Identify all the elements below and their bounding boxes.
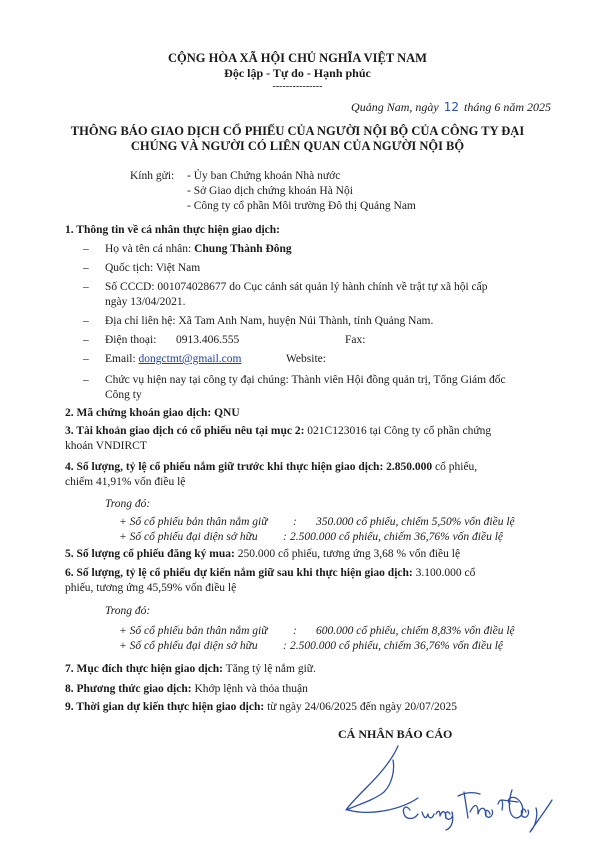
section4-in-which: Trong đó: bbox=[105, 498, 151, 510]
section8-line bbox=[65, 683, 308, 695]
section1-heading: 1. Thông tin về cá nhân thực hiện giao dịch: bbox=[65, 224, 281, 236]
section5-text: 250.000 cổ phiếu, tương ứng 3,68 % vốn điều lệ bbox=[234, 548, 461, 560]
section6-in-which: Trong đó: bbox=[105, 605, 151, 617]
section7-heading: 7. Mục đích thực hiện giao dịch: bbox=[65, 663, 224, 675]
dateline-day: 12 bbox=[443, 100, 459, 114]
holding-row-value: 350.000 cổ phiếu, chiếm 5,50% vốn điều lệ bbox=[316, 516, 515, 528]
bullet-dash: – bbox=[83, 315, 89, 327]
id-line2: ngày 13/04/2021. bbox=[105, 296, 186, 308]
position-line1: Chức vụ hiện nay tại công ty đại chúng: Thành viên Hội đồng quản trị, Tổng Giám đốc bbox=[105, 374, 506, 386]
email-link[interactable]: dongctmt@gmail.com bbox=[138, 353, 242, 365]
holding-row-label: + Số cổ phiếu đại diện sở hữu bbox=[119, 531, 258, 543]
recipient-item: - Ủy ban Chứng khoán Nhà nước bbox=[187, 170, 341, 182]
name-row bbox=[105, 243, 292, 255]
name-label: Họ và tên cá nhân: bbox=[105, 243, 195, 255]
bullet-dash: – bbox=[83, 353, 89, 365]
holding-row-colon: : bbox=[283, 531, 287, 543]
section3-text1: 021C123016 tại Công ty cổ phần chứng bbox=[304, 425, 492, 437]
section6-line1 bbox=[65, 567, 475, 579]
motto-divider: --------------- bbox=[272, 81, 323, 92]
nationality: Quốc tịch: Việt Nam bbox=[105, 262, 201, 274]
dateline bbox=[351, 100, 551, 115]
section4-text2: chiếm 41,91% vốn điều lệ bbox=[65, 476, 186, 488]
holding-row-colon: : bbox=[293, 625, 297, 637]
bullet-dash: – bbox=[83, 334, 89, 346]
recipient-item: - Công ty cổ phần Môi trường Đô thị Quảng Nam bbox=[187, 200, 416, 212]
fax-label: Fax: bbox=[345, 334, 366, 346]
section9-text: từ ngày 24/06/2025 đến ngày 20/07/2025 bbox=[264, 701, 457, 713]
signature-strokes bbox=[346, 746, 552, 832]
section3-line1 bbox=[65, 425, 491, 437]
holding-row-value: 600.000 cổ phiếu, chiếm 8,83% vốn điều lệ bbox=[316, 625, 515, 637]
national-title: CỘNG HÒA XÃ HỘI CHỦ NGHĨA VIỆT NAM bbox=[168, 51, 427, 65]
phone-value: 0913.406.555 bbox=[176, 334, 240, 346]
handwritten-signature bbox=[340, 740, 560, 835]
section7-text: Tăng tỷ lệ nắm giữ. bbox=[223, 663, 316, 675]
holding-row-colon: : bbox=[293, 516, 297, 528]
section3-heading: 3. Tài khoản giao dịch có cổ phiếu nêu tại mục 2: bbox=[65, 425, 305, 437]
section8-heading: 8. Phương thức giao dịch: bbox=[65, 683, 192, 695]
section6-text1: 3.100.000 cổ bbox=[412, 567, 476, 579]
address: Địa chỉ liên hệ: Xã Tam Anh Nam, huyện Núi Thành, tỉnh Quảng Nam. bbox=[105, 315, 434, 327]
section4-text1: cổ phiếu, bbox=[432, 461, 478, 473]
bullet-dash: – bbox=[83, 281, 89, 293]
section3-text2: khoán VNDIRCT bbox=[65, 440, 147, 452]
holding-row-value: 2.500.000 cổ phiếu, chiếm 36,76% vốn điều lệ bbox=[290, 531, 504, 543]
holding-row-label: + Số cổ phiếu đại diện sở hữu bbox=[119, 640, 258, 652]
id-line1: Số CCCD: 001074028677 do Cục cảnh sát quản lý hành chính về trật tự xã hội cấp bbox=[105, 281, 488, 293]
position-line2: Công ty bbox=[105, 389, 142, 401]
section4-line1 bbox=[65, 461, 477, 473]
signature-label: CÁ NHÂN BÁO CÁO bbox=[338, 727, 453, 741]
bullet-dash: – bbox=[83, 374, 89, 386]
section2-heading: 2. Mã chứng khoán giao dịch: QNU bbox=[65, 407, 240, 419]
holding-row-label: + Số cổ phiếu bản thân nắm giữ bbox=[119, 516, 268, 528]
name-value: Chung Thành Đông bbox=[194, 243, 292, 255]
dateline-suffix: tháng 6 năm 2025 bbox=[464, 100, 551, 114]
section6-text2: phiếu, tương ứng 45,59% vốn điều lệ bbox=[65, 582, 237, 594]
bullet-dash: – bbox=[83, 262, 89, 274]
national-motto: Độc lập - Tự do - Hạnh phúc bbox=[224, 66, 371, 80]
section9-line bbox=[65, 701, 457, 713]
section6-heading: 6. Số lượng, tỷ lệ cổ phiếu dự kiến nắm giữ sau khi thực hiện giao dịch: bbox=[65, 567, 413, 579]
section5-heading: 5. Số lượng cổ phiếu đăng ký mua: bbox=[65, 548, 235, 560]
recipient-item: - Sở Giao dịch chứng khoán Hà Nội bbox=[187, 185, 353, 197]
section5-line bbox=[65, 548, 460, 560]
holding-row-label: + Số cổ phiếu bản thân nắm giữ bbox=[119, 625, 268, 637]
email-row bbox=[105, 353, 241, 365]
section7-line bbox=[65, 663, 316, 675]
email-label: Email: bbox=[105, 353, 136, 365]
bullet-dash: – bbox=[83, 243, 89, 255]
section9-heading: 9. Thời gian dự kiến thực hiện giao dịch: bbox=[65, 701, 265, 713]
recipients-label: Kính gửi: bbox=[130, 170, 175, 182]
phone-label: Điện thoại: bbox=[105, 334, 157, 346]
dateline-prefix: Quảng Nam, ngày bbox=[351, 100, 439, 114]
section8-text: Khớp lệnh và thỏa thuận bbox=[191, 683, 308, 695]
document-title-line2: CHÚNG VÀ NGƯỜI CÓ LIÊN QUAN CỦA NGƯỜI NỘI BỘ bbox=[130, 139, 465, 153]
website-label: Website: bbox=[286, 353, 326, 365]
section4-heading: 4. Số lượng, tỷ lệ cổ phiếu nắm giữ trước khi thực hiện giao dịch: 2.850.000 bbox=[65, 461, 433, 473]
holding-row-colon: : bbox=[283, 640, 287, 652]
holding-row-value: 2.500.000 cổ phiếu, chiếm 36,76% vốn điều lệ bbox=[290, 640, 504, 652]
document-title-line1: THÔNG BÁO GIAO DỊCH CỔ PHIẾU CỦA NGƯỜI NỘI BỘ CỦA CÔNG TY ĐẠI bbox=[70, 124, 525, 138]
